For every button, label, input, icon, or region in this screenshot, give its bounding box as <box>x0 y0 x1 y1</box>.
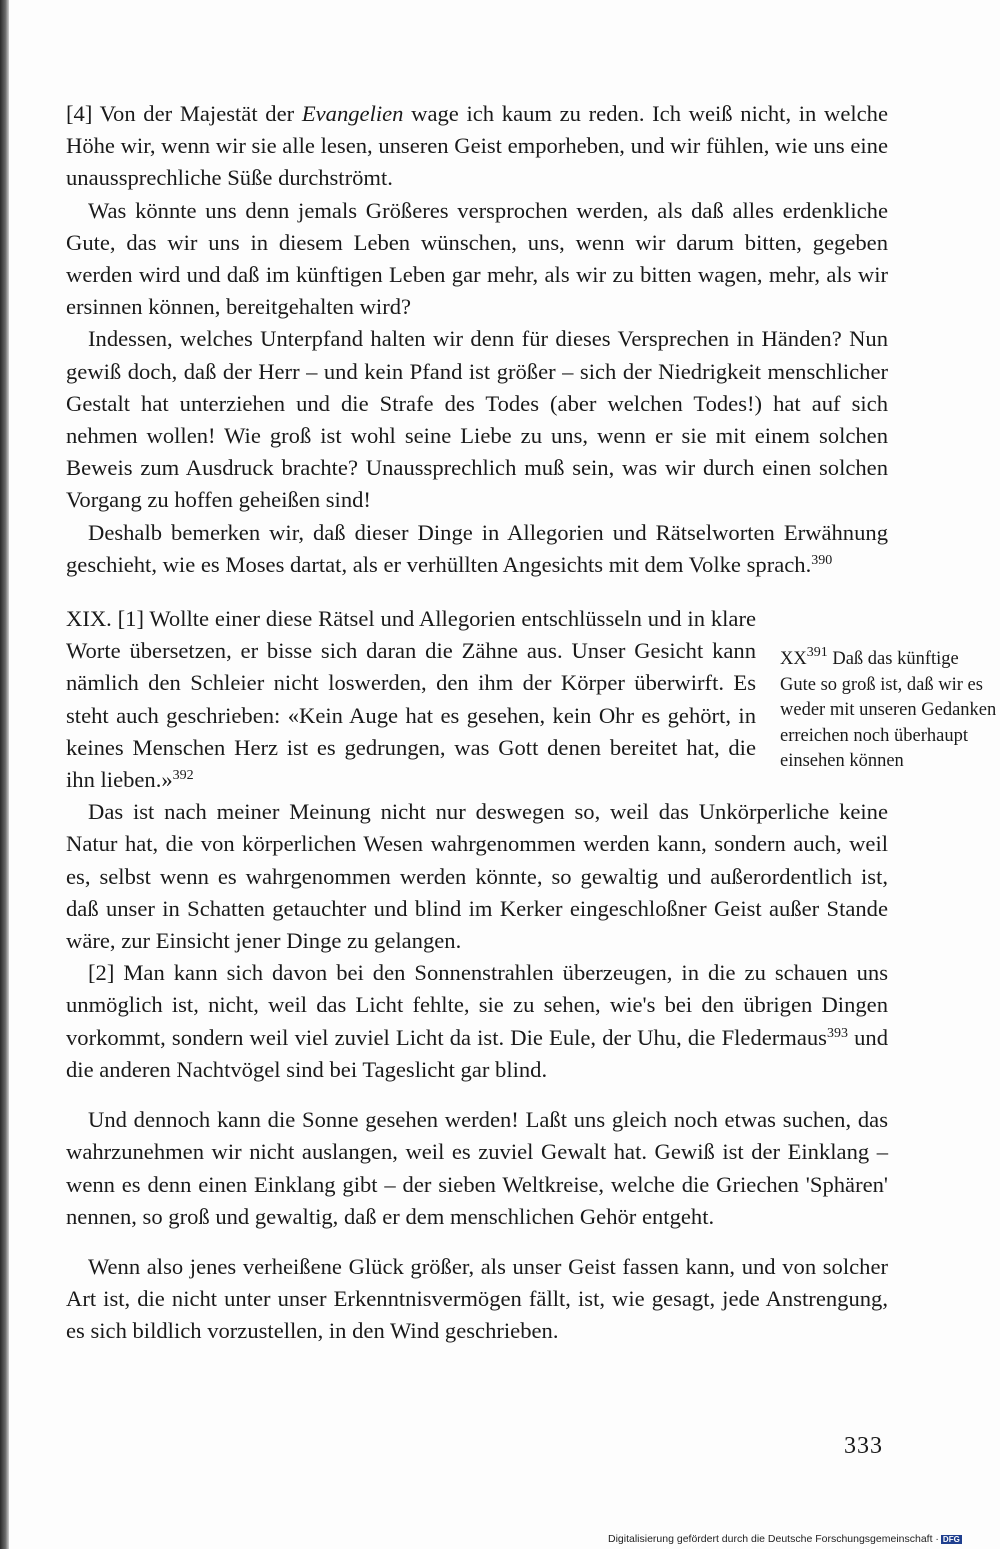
footnote-ref: 391 <box>806 645 828 660</box>
footnote-ref: 392 <box>172 768 194 784</box>
paragraph-allegories: Deshalb bemerken wir, daß dieser Dinge in Allegorien und Rätselworten Erwähnung geschieht, wie es Moses dartat, als er verhüllten Angesichts mit dem Volke sprach.$^{390}$ <box>66 519 888 577</box>
paragraph-pledge: Indessen, welches Unterpfand halten wir denn für dieses Versprechen in Händen? Nun gewiß doch, daß der Herr – und kein Pfand ist größer – sich der Niedrigkeit menschlicher Gestalt hat unterziehen und die Strafe des Todes (aber welchen Todes!) hat auf sich nehmen wollen! Wie groß ist wohl seine Liebe zu uns, wenn er sie mit einem solchen Beweis zum Ausdruck brachte? Unaussprechlich muß sein, was wir durch einen solchen Vorgang zu hoffen geheißen sind! <box>66 326 888 513</box>
paragraph-promised-bliss: Wenn also jenes verheißene Glück größer, als unser Geist fassen kann, und von solcher Art ist, die nicht unter unser Erkenntnisvermögen fällt, ist, wie gesagt, jede Anstrengung, es sich bildlich vorzustellen, in den Wind geschrieben. <box>66 1253 888 1344</box>
paragraph-incorporeal: Das ist nach meiner Meinung nicht nur deswegen so, weil das Unkörperliche keine Natur hat, die von körperlichen Wesen wahrgenommen werden kann, sondern auch, weil es, selbst wenn es wahrgenommen werden könnte, so gewaltig und außerordentlich ist, daß unser in Schatten getauchter und blind im Kerker eingeschloßner Geist außer Stande wäre, zur Einsicht jener Dinge zu gelangen. <box>66 799 888 954</box>
main-text-column <box>66 98 888 1348</box>
book-spine-shadow <box>0 0 9 1549</box>
paragraph-gap <box>66 1086 888 1104</box>
paragraph-sunrays: [2] Man kann sich davon bei den Sonnenstrahlen überzeugen, in die zu schauen uns unmöglich ist, nicht, weil das Licht fehlte, sie zu sehen, wie's bei den übrigen Dingen vorkommt, sondern weil viel zuviel Licht da ist. Die Eule, der Uhu, die Fledermaus$^{393}$ und die anderen Nachtvögel sind bei Tageslicht gar blind. <box>66 960 888 1082</box>
paragraph-gap <box>66 1233 888 1251</box>
page-number: 333 <box>844 1433 883 1459</box>
footnote-ref: 390 <box>811 552 833 568</box>
footnote-ref: 393 <box>826 1025 848 1041</box>
section-gap <box>66 581 888 603</box>
marginal-note: XX$^{391}$ Daß das künftige Gute so groß ist, daß wir es weder mit unseren Gedanken erreichen noch überhaupt einsehen können <box>780 645 997 771</box>
paragraph-spheres: Und dennoch kann die Sonne gesehen werden! Laßt uns gleich noch etwas suchen, das wahrzunehmen wir nicht auslangen, weil es zuviel Gewalt hat. Gewiß ist der Einklang – wenn es denn einen Einklang gibt – der sieben Weltkreise, welche die Griechen 'Sphären' nennen, so groß und gewaltig, daß er dem menschlichen Gehör entgeht. <box>66 1107 888 1229</box>
digitization-footer: Digitalisierung gefördert durch die Deutsche Forschungsgemeinschaft · DFG <box>608 1533 960 1545</box>
paragraph-promise: Was könnte uns denn jemals Größeres versprochen werden, als daß alles erdenkliche Gute, das wir uns in diesem Leben wünschen, uns, wenn wir darum bitten, gegeben werden wird und daß im künftigen Leben gar mehr, als wir zu bitten wagen, mehr, als wir ersinnen können, bereitgehalten wird? <box>66 197 888 320</box>
dfg-logo: DFG <box>942 1535 960 1544</box>
paragraph-evangelien: [4] Von der Majestät der Evangelien wage ich kaum zu reden. Ich weiß nicht, in welche Höhe wir, wenn wir sie alle lesen, unseren Geist emporheben, und wir fühlen, wie uns eine unaussprechliche Süße durchströmt. <box>66 101 889 191</box>
paragraph-section-xix: XIX. [1] Wollte einer diese Rätsel und Allegorien entschlüsseln und in klare Worte übersetzen, er bisse sich daran die Zähne aus. Unser Gesicht kann nämlich den Schleier nicht loswerden, den ihm der Körper überwirft. Es steht auch geschrieben: «Kein Auge hat es gesehen, kein Ohr es gehört, in keines Menschen Herz ist es gedrungen, was Gott denen bereitet hat, die ihn lieben.»$^{392}$ <box>66 606 756 793</box>
